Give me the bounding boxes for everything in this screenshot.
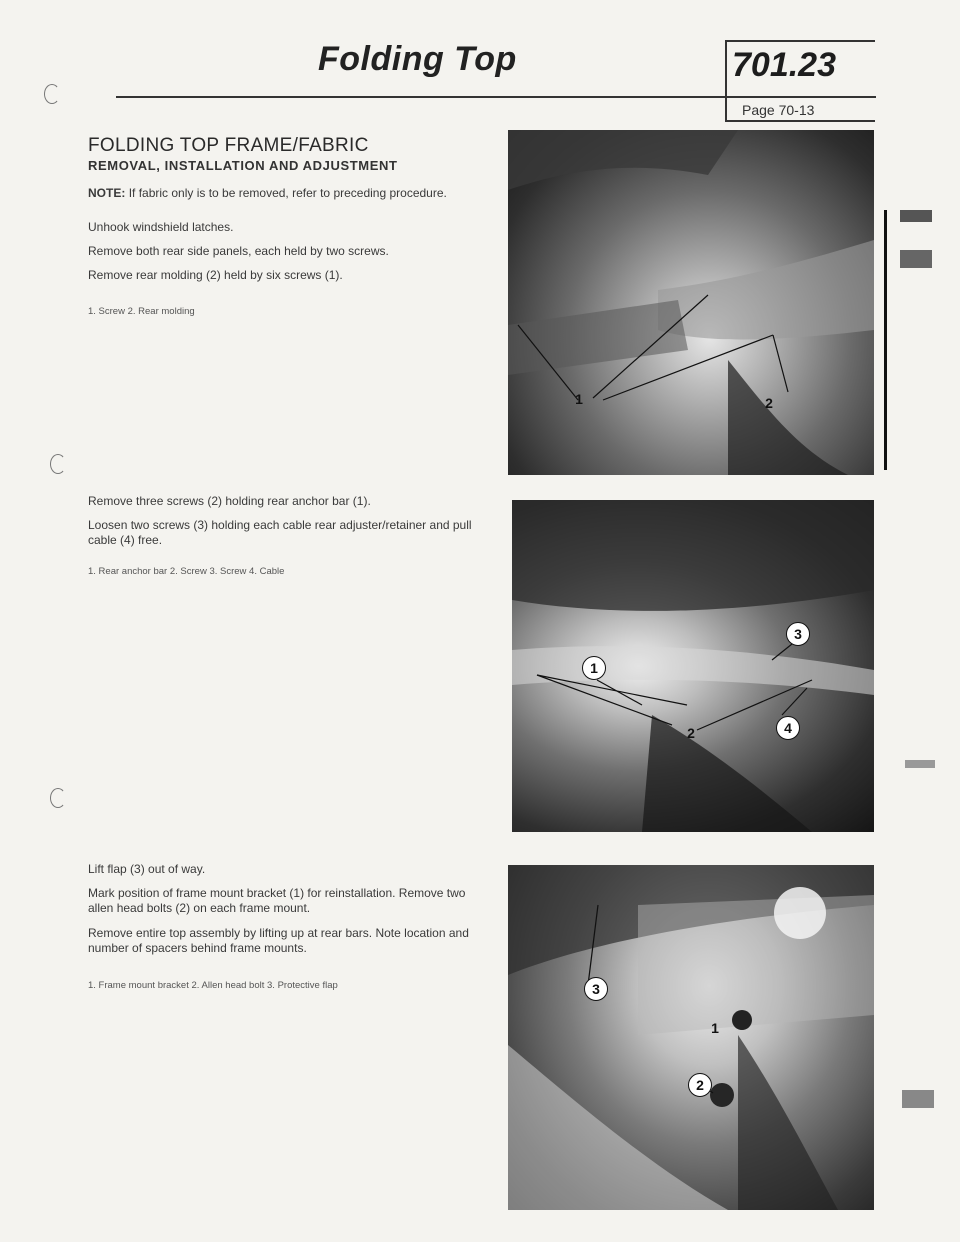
section-box-left-rule	[725, 40, 727, 122]
step-2-caption: 1. Rear anchor bar 2. Screw 3. Screw 4. Cable	[88, 566, 285, 577]
note-text: If fabric only is to be removed, refer to preceding procedure.	[128, 186, 447, 200]
edge-tab-mark-4	[902, 1090, 934, 1108]
callout-2: 2	[765, 395, 773, 411]
callout-3: 3	[584, 977, 608, 1001]
section-subtitle: REMOVAL, INSTALLATION AND ADJUSTMENT	[88, 158, 398, 173]
edge-tab-mark-1	[900, 210, 932, 222]
step-2-instruction-1: Remove three screws (2) holding rear anchor bar (1).	[88, 494, 371, 508]
step-2-instruction-2: Loosen two screws (3) holding each cable rear adjuster/retainer and pull cable (4) free.	[88, 518, 472, 547]
photo-1-drawing	[508, 130, 874, 475]
header-rule	[116, 96, 876, 98]
section-title: FOLDING TOP FRAME/FABRIC	[88, 135, 369, 156]
note-label: NOTE:	[88, 186, 126, 200]
callout-2: 2	[688, 1073, 712, 1097]
callout-1: 1	[711, 1020, 719, 1036]
photo-rear-anchor-bar	[512, 500, 874, 832]
photo-2-drawing	[512, 500, 874, 832]
photo-frame-mount	[508, 865, 874, 1210]
step-1-instruction-2: Remove both rear side panels, each held by two screws.	[88, 244, 389, 258]
callout-3: 3	[786, 622, 810, 646]
section-box-top-rule	[725, 40, 875, 42]
step-1-instruction-3: Remove rear molding (2) held by six screws (1).	[88, 268, 343, 282]
binder-hole-bottom	[50, 788, 66, 808]
binder-hole-top	[44, 84, 60, 104]
callout-1: 1	[575, 391, 583, 407]
thumb-tab-bar	[884, 210, 887, 470]
page-reference: Page 70-13	[742, 102, 815, 118]
photo-rear-molding	[508, 130, 874, 475]
section-number: 701.23	[732, 46, 836, 84]
edge-tab-mark-3	[905, 760, 935, 768]
step-1-note	[88, 186, 488, 201]
callout-1: 1	[582, 656, 606, 680]
edge-tab-mark-2	[900, 250, 932, 268]
callout-4: 4	[776, 716, 800, 740]
binder-hole-middle	[50, 454, 66, 474]
callout-2: 2	[687, 725, 695, 741]
step-3-instruction-1: Lift flap (3) out of way.	[88, 862, 206, 876]
step-3-instruction-3: Remove entire top assembly by lifting up at rear bars. Note location and number of spacers behind frame mounts.	[88, 926, 469, 955]
page-header-title: Folding Top	[318, 40, 517, 78]
step-1-instruction-1: Unhook windshield latches.	[88, 220, 234, 234]
step-3-instruction-2: Mark position of frame mount bracket (1) for reinstallation. Remove two allen head bolts (2) on each frame mount.	[88, 886, 466, 915]
photo-3-drawing	[508, 865, 874, 1210]
step-3-caption: 1. Frame mount bracket 2. Allen head bolt 3. Protective flap	[88, 980, 338, 991]
page-ref-rule	[725, 120, 875, 122]
step-1-caption: 1. Screw 2. Rear molding	[88, 306, 195, 317]
